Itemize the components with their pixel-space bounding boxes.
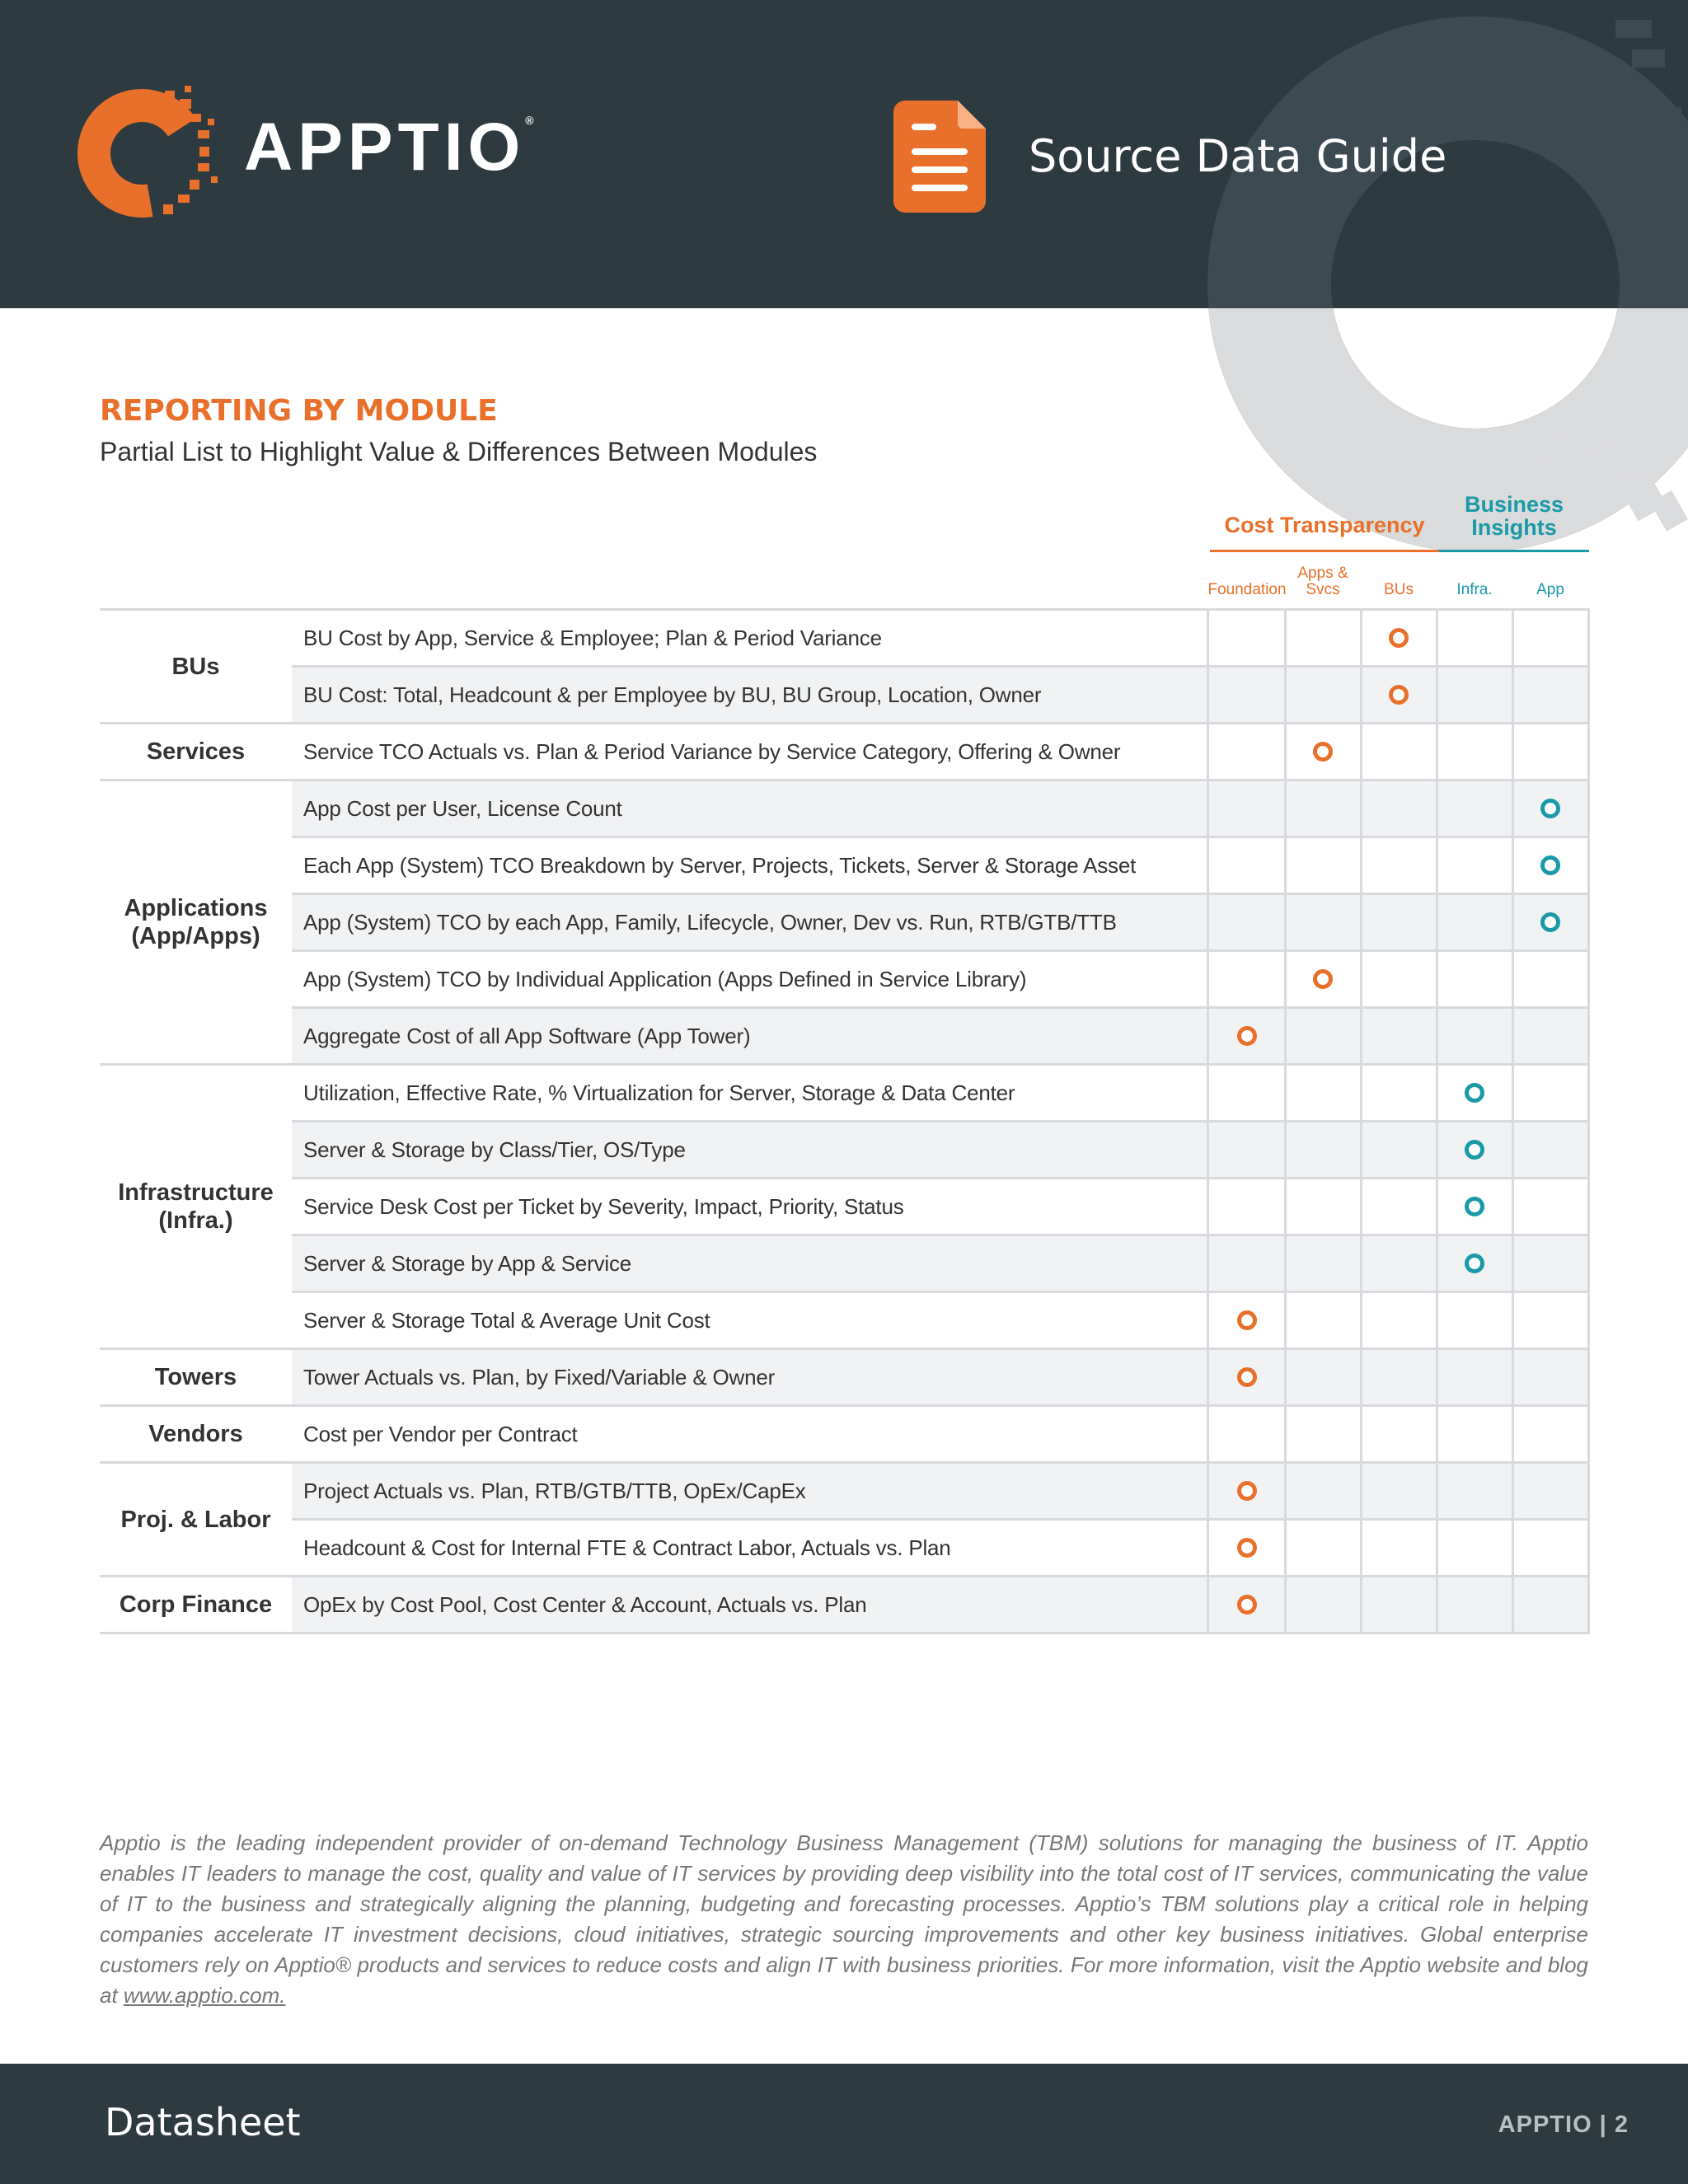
column-divider <box>1207 608 1209 1634</box>
apptio-logo-icon <box>76 79 224 227</box>
footer-page-label: APPTIO | 2 <box>1498 2111 1629 2138</box>
table-row <box>292 1350 1588 1404</box>
business-insights-rule <box>1439 550 1589 552</box>
column-header-infra: Infra. <box>1456 581 1493 598</box>
module-indicator-icon <box>1237 1026 1257 1046</box>
group-name: Proj. & Labor <box>120 1506 271 1533</box>
column-divider <box>1284 608 1287 1634</box>
module-indicator-icon <box>1237 1595 1257 1615</box>
module-indicator-icon <box>1465 1140 1484 1160</box>
table-row <box>292 1521 1588 1575</box>
group-label <box>100 1350 292 1404</box>
module-indicator-icon <box>1465 1197 1484 1216</box>
table-row <box>292 1464 1588 1518</box>
row-description: BU Cost by App, Service & Employee; Plan & Period Variance <box>303 626 882 650</box>
apptio-website-link[interactable]: www.apptio.com. <box>123 1983 286 2008</box>
table-row <box>292 724 1588 779</box>
row-description: App (System) TCO by each App, Family, Lifecycle, Owner, Dev vs. Run, RTB/GTB/TTB <box>303 910 1117 935</box>
row-description: Utilization, Effective Rate, % Virtualization for Server, Storage & Data Center <box>303 1080 1015 1105</box>
group-name: Corp Finance <box>119 1591 273 1618</box>
row-description: Server & Storage by App & Service <box>303 1251 632 1276</box>
group-label <box>100 1407 292 1461</box>
row-description: App Cost per User, License Count <box>303 796 622 821</box>
group-name: Applications (App/Apps) <box>124 895 268 949</box>
table-row <box>292 1122 1588 1177</box>
table-row <box>292 1293 1588 1347</box>
module-indicator-icon <box>1237 1310 1257 1330</box>
group-divider <box>100 1632 1588 1634</box>
table-row <box>292 1407 1588 1461</box>
table-row <box>292 952 1588 1006</box>
group-label <box>100 724 292 779</box>
group-name: Services <box>146 738 246 765</box>
module-indicator-icon <box>1540 799 1560 818</box>
column-header-apps-svcs: Apps & Svcs <box>1297 565 1348 598</box>
row-description: Aggregate Cost of all App Software (App Tower) <box>303 1024 751 1048</box>
document-icon <box>893 101 986 213</box>
module-indicator-icon <box>1540 855 1560 875</box>
row-description: Tower Actuals vs. Plan, by Fixed/Variable & Owner <box>303 1365 776 1390</box>
group-label <box>100 611 292 722</box>
footer-doc-type: Datasheet <box>105 2100 301 2144</box>
row-description: App (System) TCO by Individual Application (Apps Defined in Service Library) <box>303 967 1027 991</box>
about-paragraph: Apptio is the leading independent provider of on-demand Technology Business Management (TBM) solutions for managing the business of IT. Apptio enables IT leaders to manage the cost, quality and value of IT services by providing deep visibility into the total cost of IT services, communicating the value of IT to the business and strategically aligning the planning, budgeting and forecasting processes. Apptio’s TBM solutions play a critical role in helping companies accelerate IT investment decisions, cloud initiatives, strategic sourcing improvements and other key business initiatives. Global enterprise customers rely on Apptio® products and services to reduce costs and align IT with business priorities. For more information, visit the Apptio website and blog at www.apptio.com. <box>100 1830 1588 2008</box>
column-header-app: App <box>1536 581 1564 598</box>
table-row <box>292 1066 1588 1120</box>
column-divider <box>1360 608 1362 1634</box>
row-description: OpEx by Cost Pool, Cost Center & Account, Actuals vs. Plan <box>303 1592 867 1617</box>
document-title: Source Data Guide <box>1029 130 1447 182</box>
module-indicator-icon <box>1465 1083 1484 1103</box>
table-row <box>292 781 1588 836</box>
group-name: Towers <box>154 1364 237 1390</box>
row-description: Service TCO Actuals vs. Plan & Period Variance by Service Category, Offering & Owner <box>303 739 1121 764</box>
column-group-cost-transparency: Cost Transparency <box>1224 513 1425 537</box>
table-row <box>292 1236 1588 1291</box>
footer-band <box>0 2064 1688 2184</box>
column-divider <box>1587 608 1590 1634</box>
group-name: BUs <box>171 653 220 680</box>
module-indicator-icon <box>1237 1538 1257 1558</box>
row-description: Project Actuals vs. Plan, RTB/GTB/TTB, OpEx/CapEx <box>303 1479 806 1503</box>
module-indicator-icon <box>1313 969 1333 989</box>
section-title: REPORTING BY MODULE <box>100 394 498 428</box>
module-indicator-icon <box>1465 1254 1484 1273</box>
group-name: Vendors <box>148 1421 243 1447</box>
module-indicator-icon <box>1389 685 1409 705</box>
column-header-bus: BUs <box>1384 581 1414 598</box>
group-name: Infrastructure (Infra.) <box>118 1179 274 1234</box>
module-indicator-icon <box>1313 742 1333 762</box>
group-label <box>100 1066 292 1347</box>
module-indicator-icon <box>1540 912 1560 932</box>
module-indicator-icon <box>1237 1367 1257 1387</box>
row-description: Each App (System) TCO Breakdown by Server, Projects, Tickets, Server & Storage Asset <box>303 853 1137 878</box>
column-divider <box>1512 608 1514 1634</box>
row-description: Server & Storage Total & Average Unit Cost <box>303 1308 710 1333</box>
row-description: Service Desk Cost per Ticket by Severity, Impact, Priority, Status <box>303 1194 904 1219</box>
column-divider <box>1436 608 1438 1634</box>
row-description: Server & Storage by Class/Tier, OS/Type <box>303 1137 686 1162</box>
group-label <box>100 1577 292 1632</box>
table-row <box>292 895 1588 949</box>
section-subtitle: Partial List to Highlight Value & Differences Between Modules <box>100 437 818 466</box>
table-row <box>292 1179 1588 1234</box>
module-indicator-icon <box>1237 1481 1257 1501</box>
cost-transparency-rule <box>1210 550 1439 552</box>
table-row <box>292 1009 1588 1063</box>
row-description: BU Cost: Total, Headcount & per Employee by BU, BU Group, Location, Owner <box>303 682 1042 707</box>
column-group-business-insights: Business Insights <box>1464 492 1564 540</box>
group-label <box>100 781 292 1063</box>
table-row <box>292 838 1588 893</box>
row-description: Cost per Vendor per Contract <box>303 1422 578 1446</box>
row-description: Headcount & Cost for Internal FTE & Contract Labor, Actuals vs. Plan <box>303 1535 951 1560</box>
column-header-foundation: Foundation <box>1207 581 1287 598</box>
module-matrix-table <box>100 608 1588 1634</box>
brand-wordmark: APPTIO® <box>244 110 534 185</box>
group-label <box>100 1464 292 1575</box>
module-indicator-icon <box>1389 628 1409 648</box>
table-row <box>292 1577 1588 1632</box>
